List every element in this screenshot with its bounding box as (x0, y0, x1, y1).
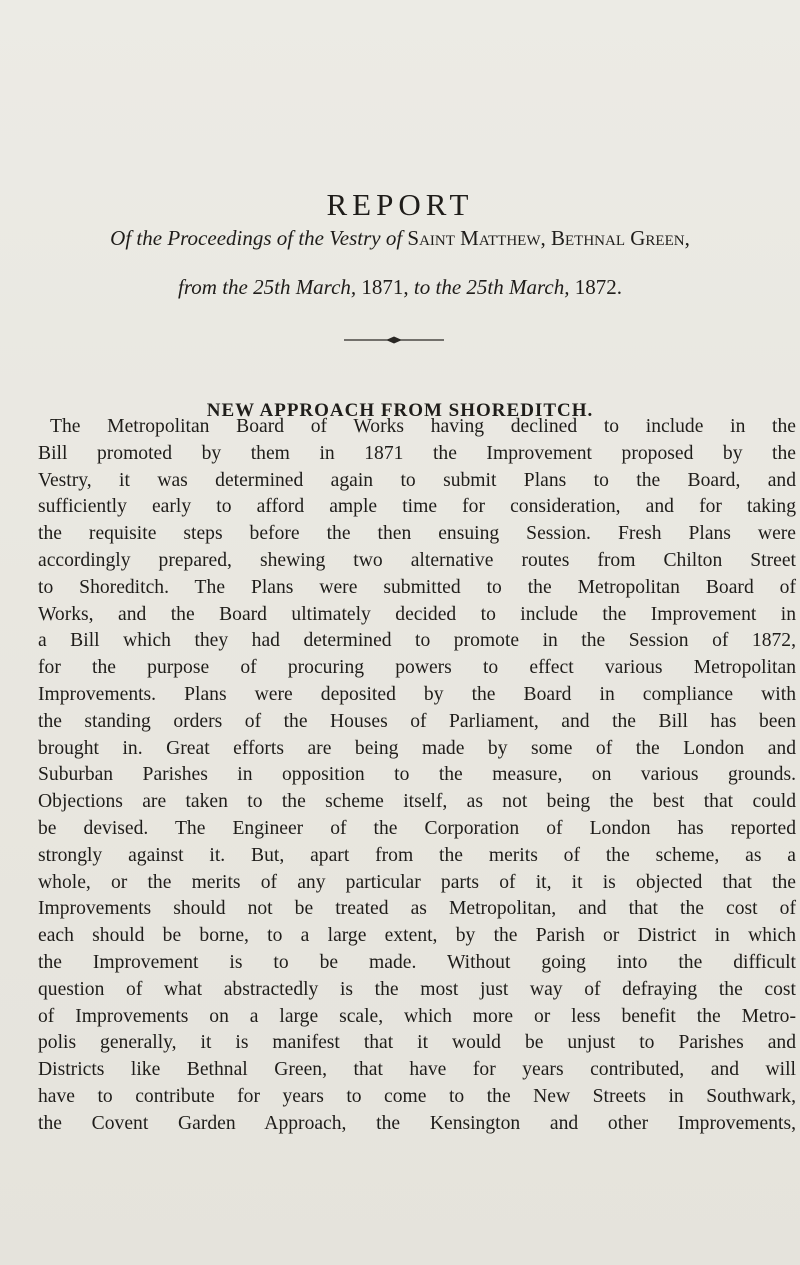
paragraph-line: a Bill which they had determined to promote in the Session of 1872, (38, 630, 796, 652)
subtitle-from: from the (178, 275, 248, 299)
paragraph-line: sufficiently early to afford ample time for consideration, and for taking (38, 496, 796, 518)
paragraph-line: the Covent Garden Approach, the Kensington and other Improvements, (38, 1112, 796, 1134)
paragraph-line: of Improvements on a large scale, which more or less benefit the Metro- (38, 1005, 796, 1027)
report-title: REPORT (326, 186, 474, 222)
divider-ornament (344, 332, 444, 348)
paragraph-line: question of what abstractedly is the most just way of defraying the cost (38, 978, 796, 1000)
parish-name: Saint Matthew, Bethnal Green, (407, 226, 690, 250)
paragraph-line: strongly against it. But, apart from the merits of the scheme, as a (38, 844, 796, 866)
start-year: 1871, (361, 275, 409, 299)
paragraph-line: Improvements should not be treated as Metropolitan, and that the cost of (38, 898, 796, 920)
paragraph-line: The Metropolitan Board of Works having declined to include in the (50, 416, 796, 437)
paragraph-line: Bill promoted by them in 1871 the Improvement proposed by the (38, 442, 796, 464)
subtitle-prefix: Of the Proceedings of the Vestry of (110, 226, 403, 250)
paragraph-line: Works, and the Board ultimately decided to include the Improvement in (38, 603, 796, 625)
paragraph-line: the Improvement is to be made. Without going into the difficult (38, 951, 796, 973)
end-date: 25th March, (466, 275, 570, 299)
paragraph-line: to Shoreditch. The Plans were submitted to the Metropolitan Board of (38, 576, 796, 598)
paragraph-line: Vestry, it was determined again to submit Plans to the Board, and (38, 469, 796, 491)
paragraph-line: be devised. The Engineer of the Corporation of London has reported (38, 817, 796, 839)
paragraph-line: Districts like Bethnal Green, that have for years contributed, and will (38, 1059, 796, 1081)
paragraph-line: for the purpose of procuring powers to effect various Metropolitan (38, 657, 796, 679)
paragraph-line: Suburban Parishes in opposition to the measure, on various grounds. (38, 764, 796, 786)
paragraph-line: the requisite steps before the then ensuing Session. Fresh Plans were (38, 523, 796, 545)
paragraph-line: whole, or the merits of any particular parts of it, it is objected that the (38, 871, 796, 893)
paragraph-line: Improvements. Plans were deposited by the Board in compliance with (38, 683, 796, 705)
paragraph-line: each should be borne, to a large extent, by the Parish or District in which (38, 925, 796, 947)
section-heading: NEW APPROACH FROM SHOREDITCH. (206, 399, 594, 421)
paragraph-line: the standing orders of the Houses of Parliament, and the Bill has been (38, 710, 796, 732)
paragraph-line: have to contribute for years to come to the New Streets in Southwark, (38, 1085, 796, 1107)
paragraph-line: accordingly prepared, shewing two alternative routes from Chilton Street (38, 549, 796, 571)
paragraph-line: brought in. Great efforts are being made by some of the London and (38, 737, 796, 759)
body-paragraph (38, 414, 796, 1138)
subtitle-line-1 (40, 226, 760, 251)
subtitle-line-2 (40, 275, 760, 300)
paragraph-line: Objections are taken to the scheme itself, as not being the best that could (38, 791, 796, 813)
start-date: 25th March, (253, 275, 357, 299)
subtitle-to: to the (413, 275, 462, 299)
end-year: 1872. (574, 275, 622, 299)
paragraph-line: polis generally, it is manifest that it would be unjust to Parishes and (38, 1032, 796, 1054)
